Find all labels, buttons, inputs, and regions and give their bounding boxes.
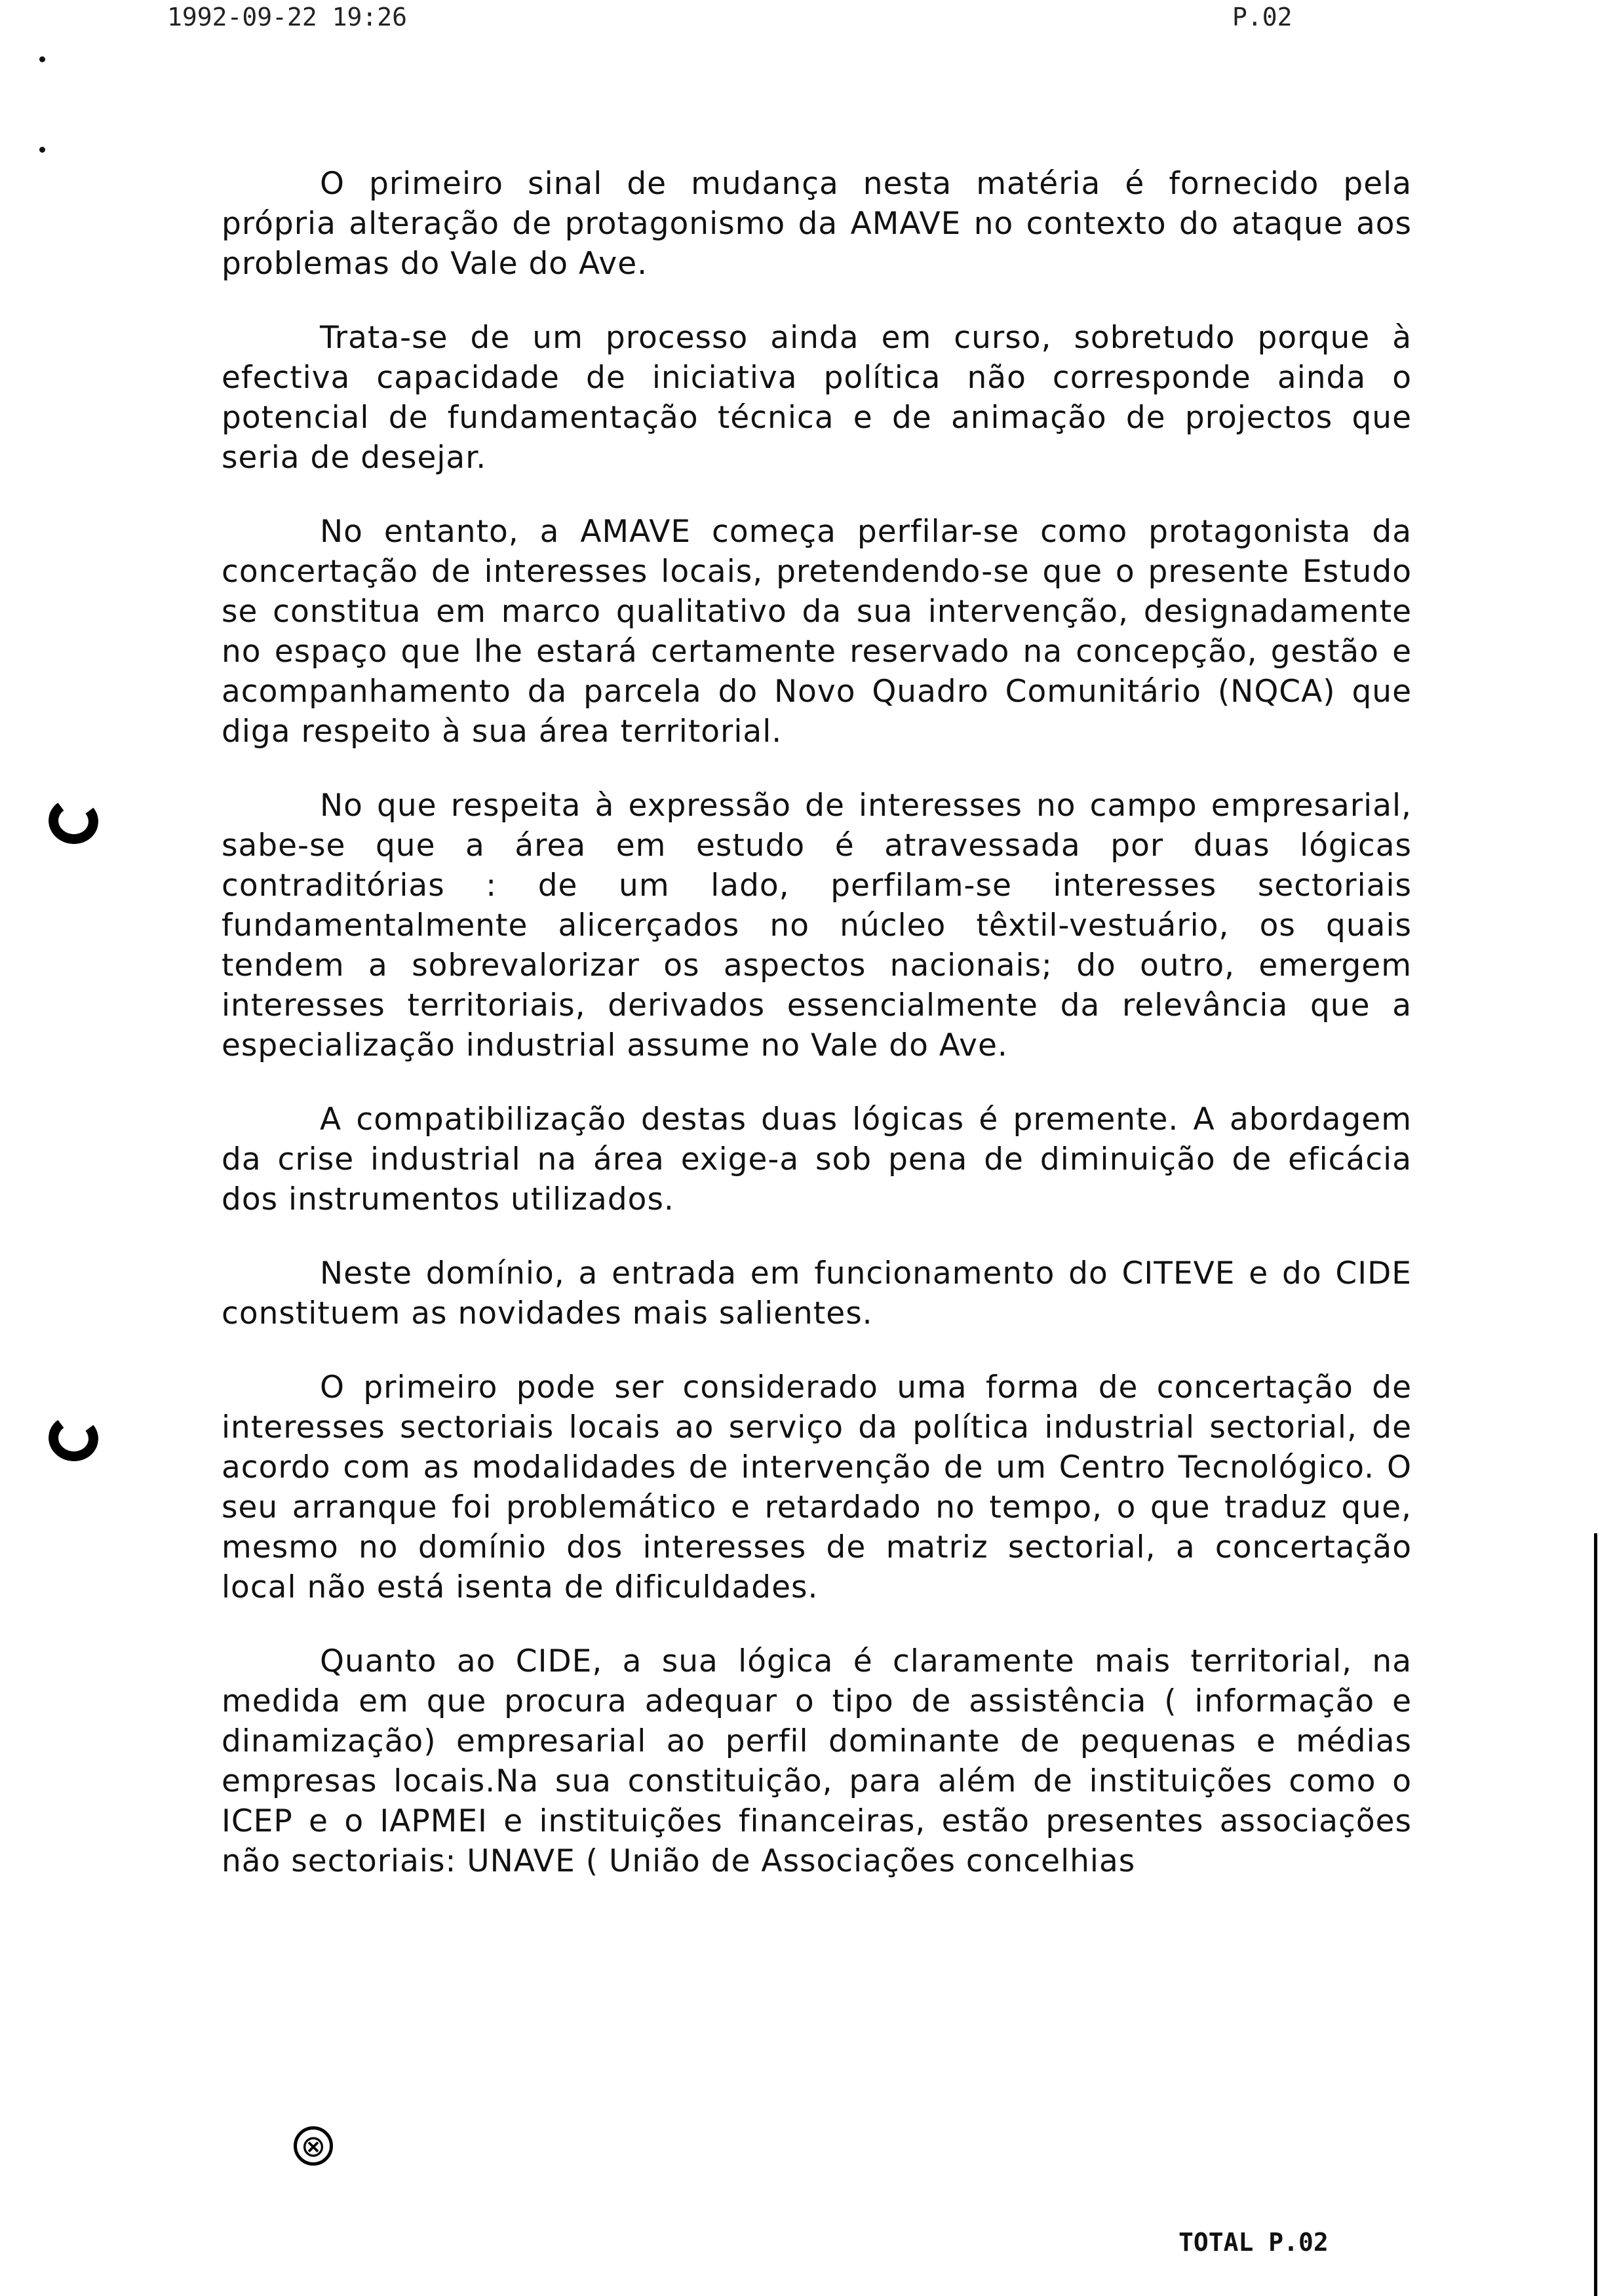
page-edge-line [1594,1533,1597,2296]
paragraph: No que respeita à expressão de interesses no campo empresarial, sabe-se que a área em estudo é atravessada por duas lógicas contraditórias : de um lado, perfilam-se interesses sectoriais fundamentalmente alicerçados no núcleo têxtil-vestuário, os quais tendem a sobrevalorizar os aspectos nacionais; do outro, emergem interesses territoriais, derivados essencialmente da relevância que a especialização industrial assume no Vale do Ave. [222,788,1412,1063]
paragraph: No entanto, a AMAVE começa perfilar-se como protagonista da concertação de interesses locais, pretendendo-se que o presente Estudo se constitua em marco qualitativo da sua intervenção, designadamente no espaço que lhe estará certamente reservado na concepção, gestão e acompanhamento da parcela do Novo Quadro Comunitário (NQCA) que diga respeito à sua área territorial. [222,514,1412,750]
circled-cross-mark: ⊗ [294,2126,333,2166]
punch-hole-mark [45,1412,101,1464]
paragraph: O primeiro pode ser considerado uma forma de concertação de interesses sectoriais locais ao serviço da política industrial sectorial, de acordo com as modalidades de intervenção de um Centro Tecnológico. O seu arranque foi problemático e retardado no tempo, o que traduz que, mesmo no domínio dos interesses de matriz sectorial, a concertação local não está isenta de dificuldades. [222,1369,1412,1605]
paragraph: Neste domínio, a entrada em funcionamento do CITEVE e do CIDE constituem as novidades mais salientes. [222,1255,1412,1331]
fax-total-pages: TOTAL P.02 [1178,2228,1329,2257]
paragraph: Trata-se de um processo ainda em curso, sobretudo porque à efectiva capacidade de iniciativa política não corresponde ainda o potencial de fundamentação técnica e de animação de projectos que seria de desejar. [222,320,1412,476]
fax-page-number: P.02 [1232,3,1293,31]
scan-dot [39,56,45,62]
scan-dot [39,147,45,153]
punch-hole-mark [45,795,101,847]
paragraph: A compatibilização destas duas lógicas é premente. A abordagem da crise industrial na área exige-a sob pena de diminuição de eficácia dos instrumentos utilizados. [222,1101,1412,1217]
fax-datetime: 1992-09-22 19:26 [167,3,408,31]
paragraph: O primeiro sinal de mudança nesta matéria é fornecido pela própria alteração de protagonismo da AMAVE no contexto do ataque aos problemas do Vale do Ave. [222,166,1412,282]
paragraph: Quanto ao CIDE, a sua lógica é claramente mais territorial, na medida em que procura adequar o tipo de assistência ( informação e dinamização) empresarial ao perfil dominante de pequenas e médias empresas locais.Na sua constituição, para além de instituições como o ICEP e o IAPMEI e instituições financeiras, estão presentes associações não sectoriais: UNAVE ( União de Associações concelhias [222,1643,1412,1879]
fax-header [0,0,1615,39]
document-body [222,164,1412,1915]
